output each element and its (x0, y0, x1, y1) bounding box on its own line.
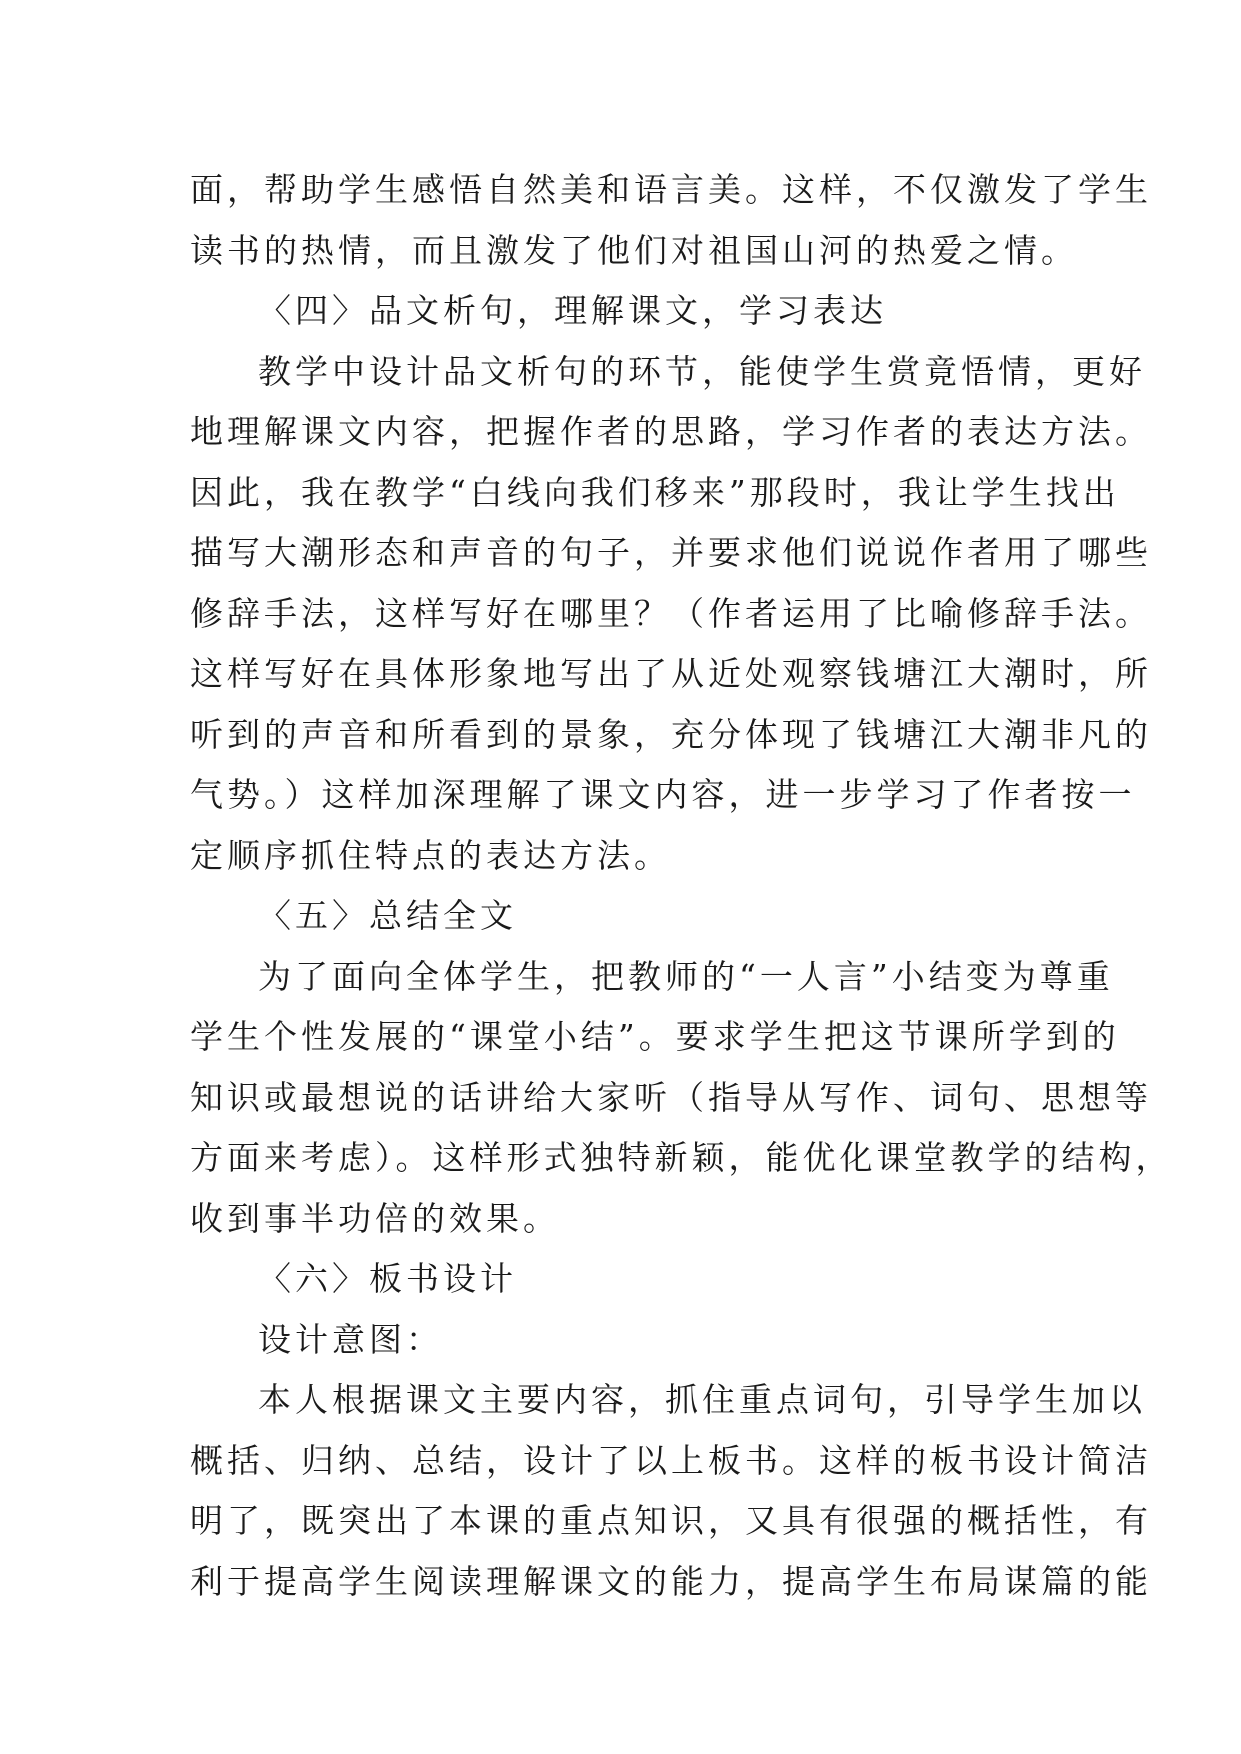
text-line: 听到的声音和所看到的景象，充分体现了钱塘江大潮非凡的 (190, 714, 1152, 754)
text-line: 本人根据课文主要内容，抓住重点词句，引导学生加以 (258, 1380, 1146, 1419)
text-line: 〈四〉品文析句，理解课文，学习表达 (258, 291, 887, 330)
text-line: 教学中设计品文析句的环节，能使学生赏竟悟情，更好 (258, 351, 1146, 391)
text-line: 修辞手法，这样写好在哪里？（作者运用了比喻修辞手法。 (190, 593, 1152, 633)
text-line: 方面来考虑）。这样形式独特新颖，能优化课堂教学的结构， (190, 1138, 1173, 1177)
body-text (190, 160, 1173, 1612)
text-line: 学生个性发展的“课堂小结”。要求学生把这节课所学到的 (190, 1017, 1120, 1056)
text-line: 因此，我在教学“白线向我们移来”那段时，我让学生找出 (190, 472, 1120, 512)
text-line: 这样写好在具体形象地写出了从近处观察钱塘江大潮时，所 (190, 654, 1152, 693)
text-line: 地理解课文内容，把握作者的思路，学习作者的表达方法。 (190, 412, 1152, 451)
text-line: 为了面向全体学生，把教师的“一人言”小结变为尊重 (258, 956, 1114, 996)
text-line: 定顺序抓住特点的表达方法。 (190, 835, 671, 875)
text-line: 知识或最想说的话讲给大家听（指导从写作、词句、思想等 (190, 1077, 1152, 1117)
text-line: 概括、归纳、总结，设计了以上板书。这样的板书设计简洁 (190, 1440, 1152, 1480)
text-line: 读书的热情，而且激发了他们对祖国山河的热爱之情。 (190, 230, 1078, 270)
text-line: 描写大潮形态和声音的句子，并要求他们说说作者用了哪些 (190, 533, 1152, 572)
text-line: 〈五〉总结全文 (258, 896, 517, 935)
text-line: 收到事半功倍的效果。 (190, 1198, 560, 1238)
text-line: 利于提高学生阅读理解课文的能力，提高学生布局谋篇的能 (190, 1561, 1152, 1601)
text-line: 面，帮助学生感悟自然美和语言美。这样，不仅激发了学生 (190, 170, 1152, 209)
text-line: 设计意图： (258, 1319, 443, 1359)
text-line: 〈六〉板书设计 (258, 1259, 517, 1298)
text-line: 明了，既突出了本课的重点知识，又具有很强的概括性，有 (190, 1501, 1152, 1540)
text-line: 气势。）这样加深理解了课文内容，进一步学习了作者按一 (190, 775, 1136, 814)
